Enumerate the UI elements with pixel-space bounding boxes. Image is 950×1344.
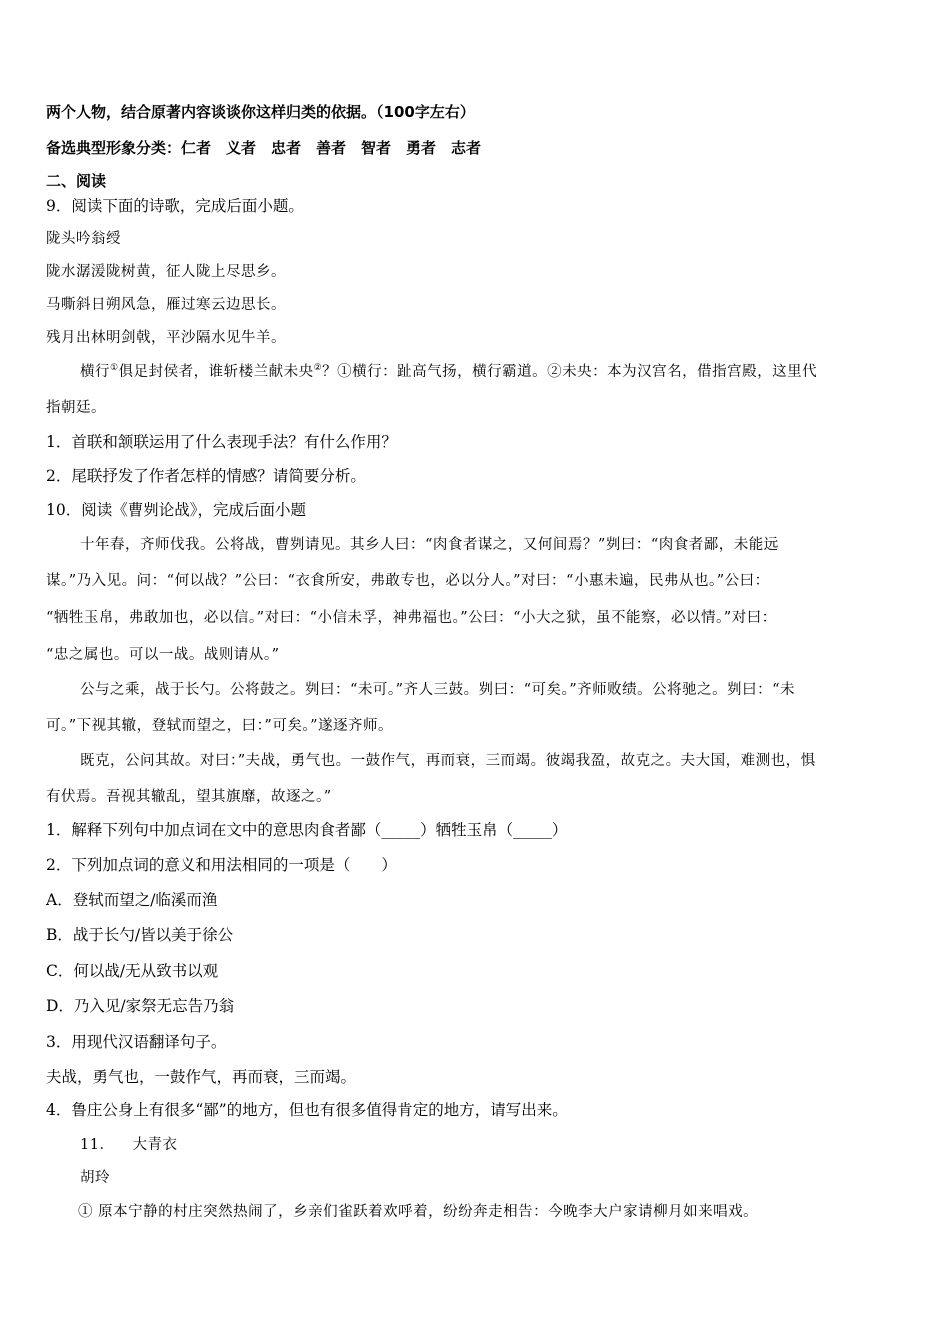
poem-notes-cont: 指朝廷。 [46, 400, 106, 416]
footnote-mark-1: ① [110, 363, 119, 374]
passage-line: 可。”下视其辙，登轼而望之，曰：”可矣。”遂逐齐师。 [46, 718, 393, 734]
option-c: C．何以战/无从致书以观 [46, 962, 219, 980]
passage-line: 谋。”乃入见。问：“何以战？”公曰：“衣食所安，弗敢专也，必以分人。”对曰：“小惠未遍，民弗从也。”公曰： [46, 573, 770, 589]
q10-sub-4: 4．鲁庄公身上有很多“鄙”的地方，但也有很多值得肯定的地方，请写出来。 [46, 1101, 568, 1119]
q11-title: 大青衣 [132, 1137, 178, 1153]
poem-last-line-a: 横行 [80, 364, 110, 380]
q11-number: 11． [80, 1137, 115, 1153]
passage-line: 既克，公问其故。对曰：”夫战，勇气也。一鼓作气，再而衰，三而竭。彼竭我盈，故克之。夫大国，难测也，惧 [80, 753, 816, 769]
passage-line: “牺牲玉帛，弗敢加也，必以信。”对曰：“小信未孚，神弗福也。”公曰：“小大之狱，虽不能察，必以情。”对曰： [46, 610, 777, 626]
q10-sub-3-sentence: 夫战，勇气也，一鼓作气，再而衰，三而竭。 [46, 1068, 357, 1086]
poem-line: 残月出林明剑戟，平沙隔水见牛羊。 [46, 330, 286, 346]
q9-sub-1: 1．首联和颔联运用了什么表现手法？有什么作用？ [46, 433, 397, 451]
passage-line: “忠之属也。可以一战。战则请从。” [46, 647, 280, 663]
poem-notes: ？①横行：趾高气扬，横行霸道。②未央：本为汉宫名，借指宫殿，这里代 [322, 364, 818, 380]
q11-author: 胡玲 [80, 1170, 110, 1186]
q11-paragraph-1: ① 原本宁静的村庄突然热闹了，乡亲们雀跃着欢呼着，纷纷奔走相告：今晚李大户家请柳月如来唱戏。 [78, 1204, 759, 1220]
poem-line: 马嘶斜日朔风急，雁过寒云边思长。 [46, 297, 286, 313]
q10-sub-1: 1．解释下列句中加点词在文中的意思肉食者鄙（_____）牺牲玉帛（_____） [46, 821, 568, 839]
poem-line: 陇水潺湲陇树黄，征人陇上尽思乡。 [46, 264, 286, 280]
footnote-mark-2: ② [313, 363, 323, 374]
poem-last-line-b: 俱足封侯者，谁斩楼兰献未央 [118, 364, 314, 380]
intro-line-1: 两个人物，结合原著内容谈谈你这样归类的依据。（100字左右） [46, 103, 475, 121]
option-d: D．乃入见/家祭无忘告乃翁 [46, 997, 235, 1015]
passage-line: 十年春，齐师伐我。公将战，曹刿请见。其乡人曰：“肉食者谋之，又何间焉？”刿曰：“肉食者鄙，未能远 [80, 537, 779, 553]
q10-title: 10．阅读《曹刿论战》，完成后面小题 [46, 501, 306, 519]
q9-title: 9．阅读下面的诗歌，完成后面小题。 [46, 197, 304, 215]
q11-heading [80, 1135, 910, 1155]
section-heading: 二、阅读 [46, 172, 107, 190]
option-b: B．战于长勺/皆以美于徐公 [46, 926, 234, 944]
poem-last-line-with-notes [80, 362, 906, 382]
q9-sub-2: 2．尾联抒发了作者怎样的情感？请简要分析。 [46, 467, 366, 485]
passage-line: 有伏焉。吾视其辙乱，望其旗靡，故逐之。” [46, 789, 332, 805]
option-a: A．登轼而望之/临溪而渔 [46, 891, 218, 909]
q10-sub-3: 3．用现代汉语翻译句子。 [46, 1033, 227, 1051]
q10-sub-2: 2．下列加点词的意义和用法相同的一项是（ ） [46, 856, 397, 874]
poem-title: 陇头吟翁绶 [46, 231, 121, 247]
passage-line: 公与之乘，战于长勺。公将鼓之。刿曰：“未可。”齐人三鼓。刿曰：“可矣。”齐师败绩。公将驰之。刿曰：“未 [80, 682, 796, 698]
intro-line-2: 备选典型形象分类：仁者 义者 忠者 善者 智者 勇者 志者 [46, 139, 482, 157]
